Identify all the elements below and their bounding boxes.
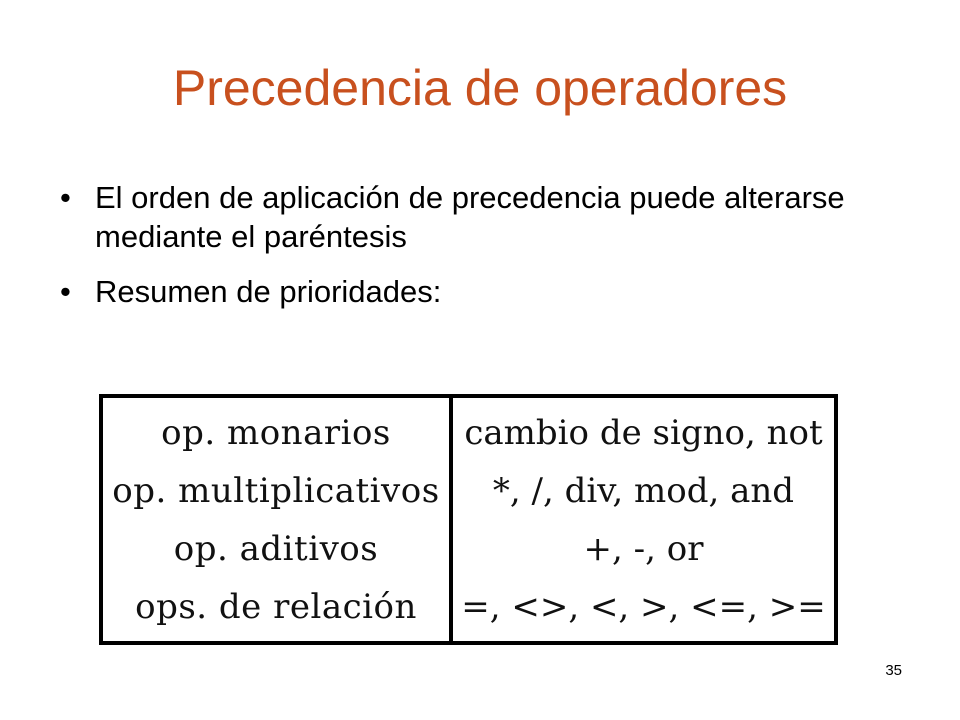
slide-title: Precedencia de operadores [172,60,788,116]
operators-cell: =, <>, <, >, <=, >= [461,586,826,627]
operator-category-column [103,398,453,641]
category-cell: op. aditivos [173,528,379,569]
bullet-item [60,272,880,311]
operators-cell: cambio de signo, not [464,412,823,453]
operators-cell: +, -, or [583,528,704,569]
operators-cell: *, /, div, mod, and [492,470,795,511]
bullet-list [60,178,880,327]
bullet-dot-icon: • [60,274,71,309]
bullet-item [60,178,880,256]
bullet-text: Resumen de prioridades: [95,274,442,309]
page-number: 35 [885,662,902,679]
priority-table [99,394,838,645]
bullet-text: El orden de aplicación de precedencia puede alterarse mediante el paréntesis [95,180,845,254]
category-cell: op. monarios [161,412,391,453]
bullet-dot-icon: • [60,180,71,215]
operators-column [453,398,834,641]
category-cell: ops. de relación [135,586,417,627]
category-cell: op. multiplicativos [112,470,440,511]
